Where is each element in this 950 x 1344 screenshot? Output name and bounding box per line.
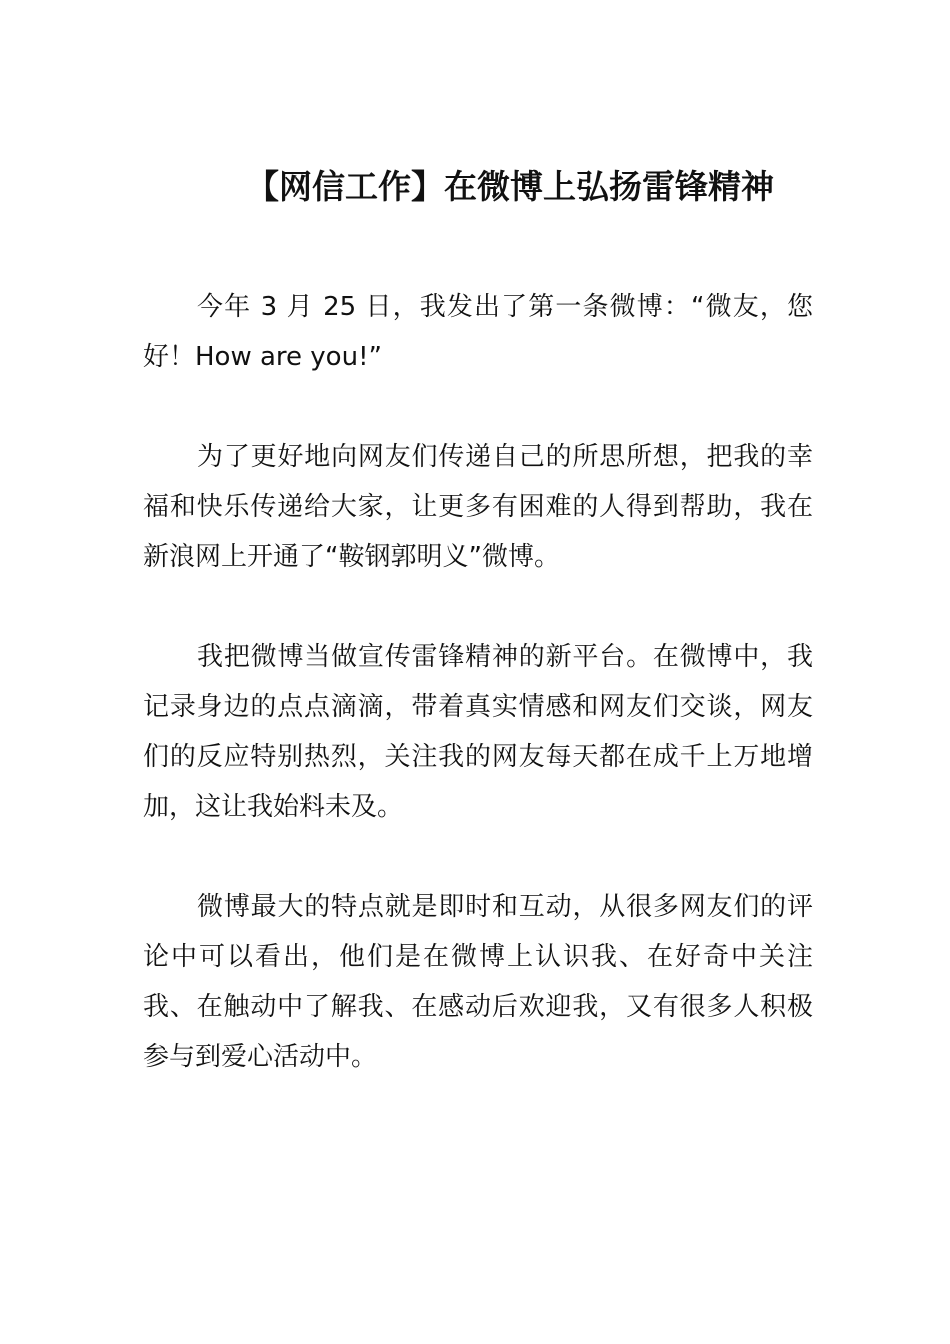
paragraph-4: 微博最大的特点就是即时和互动，从很多网友们的评论中可以看出，他们是在微博上认识我、在好奇中关注我、在触动中了解我、在感动后欢迎我，又有很多人积极参与到爱心活动中。 xyxy=(143,892,813,1072)
paragraph-1: 今年 3 月 25 日，我发出了第一条微博：“微友，您好！How are you!” xyxy=(143,292,813,372)
document-body xyxy=(143,282,813,1132)
paragraph-2: 为了更好地向网友们传递自己的所思所想，把我的幸福和快乐传递给大家，让更多有困难的人得到帮助，我在新浪网上开通了“鞍钢郭明义”微博。 xyxy=(143,442,813,572)
document-title: 【网信工作】在微博上弘扬雷锋精神 xyxy=(246,167,774,206)
paragraph-3: 我把微博当做宣传雷锋精神的新平台。在微博中，我记录身边的点点滴滴，带着真实情感和网友们交谈，网友们的反应特别热烈，关注我的网友每天都在成千上万地增加，这让我始料未及。 xyxy=(143,642,813,822)
